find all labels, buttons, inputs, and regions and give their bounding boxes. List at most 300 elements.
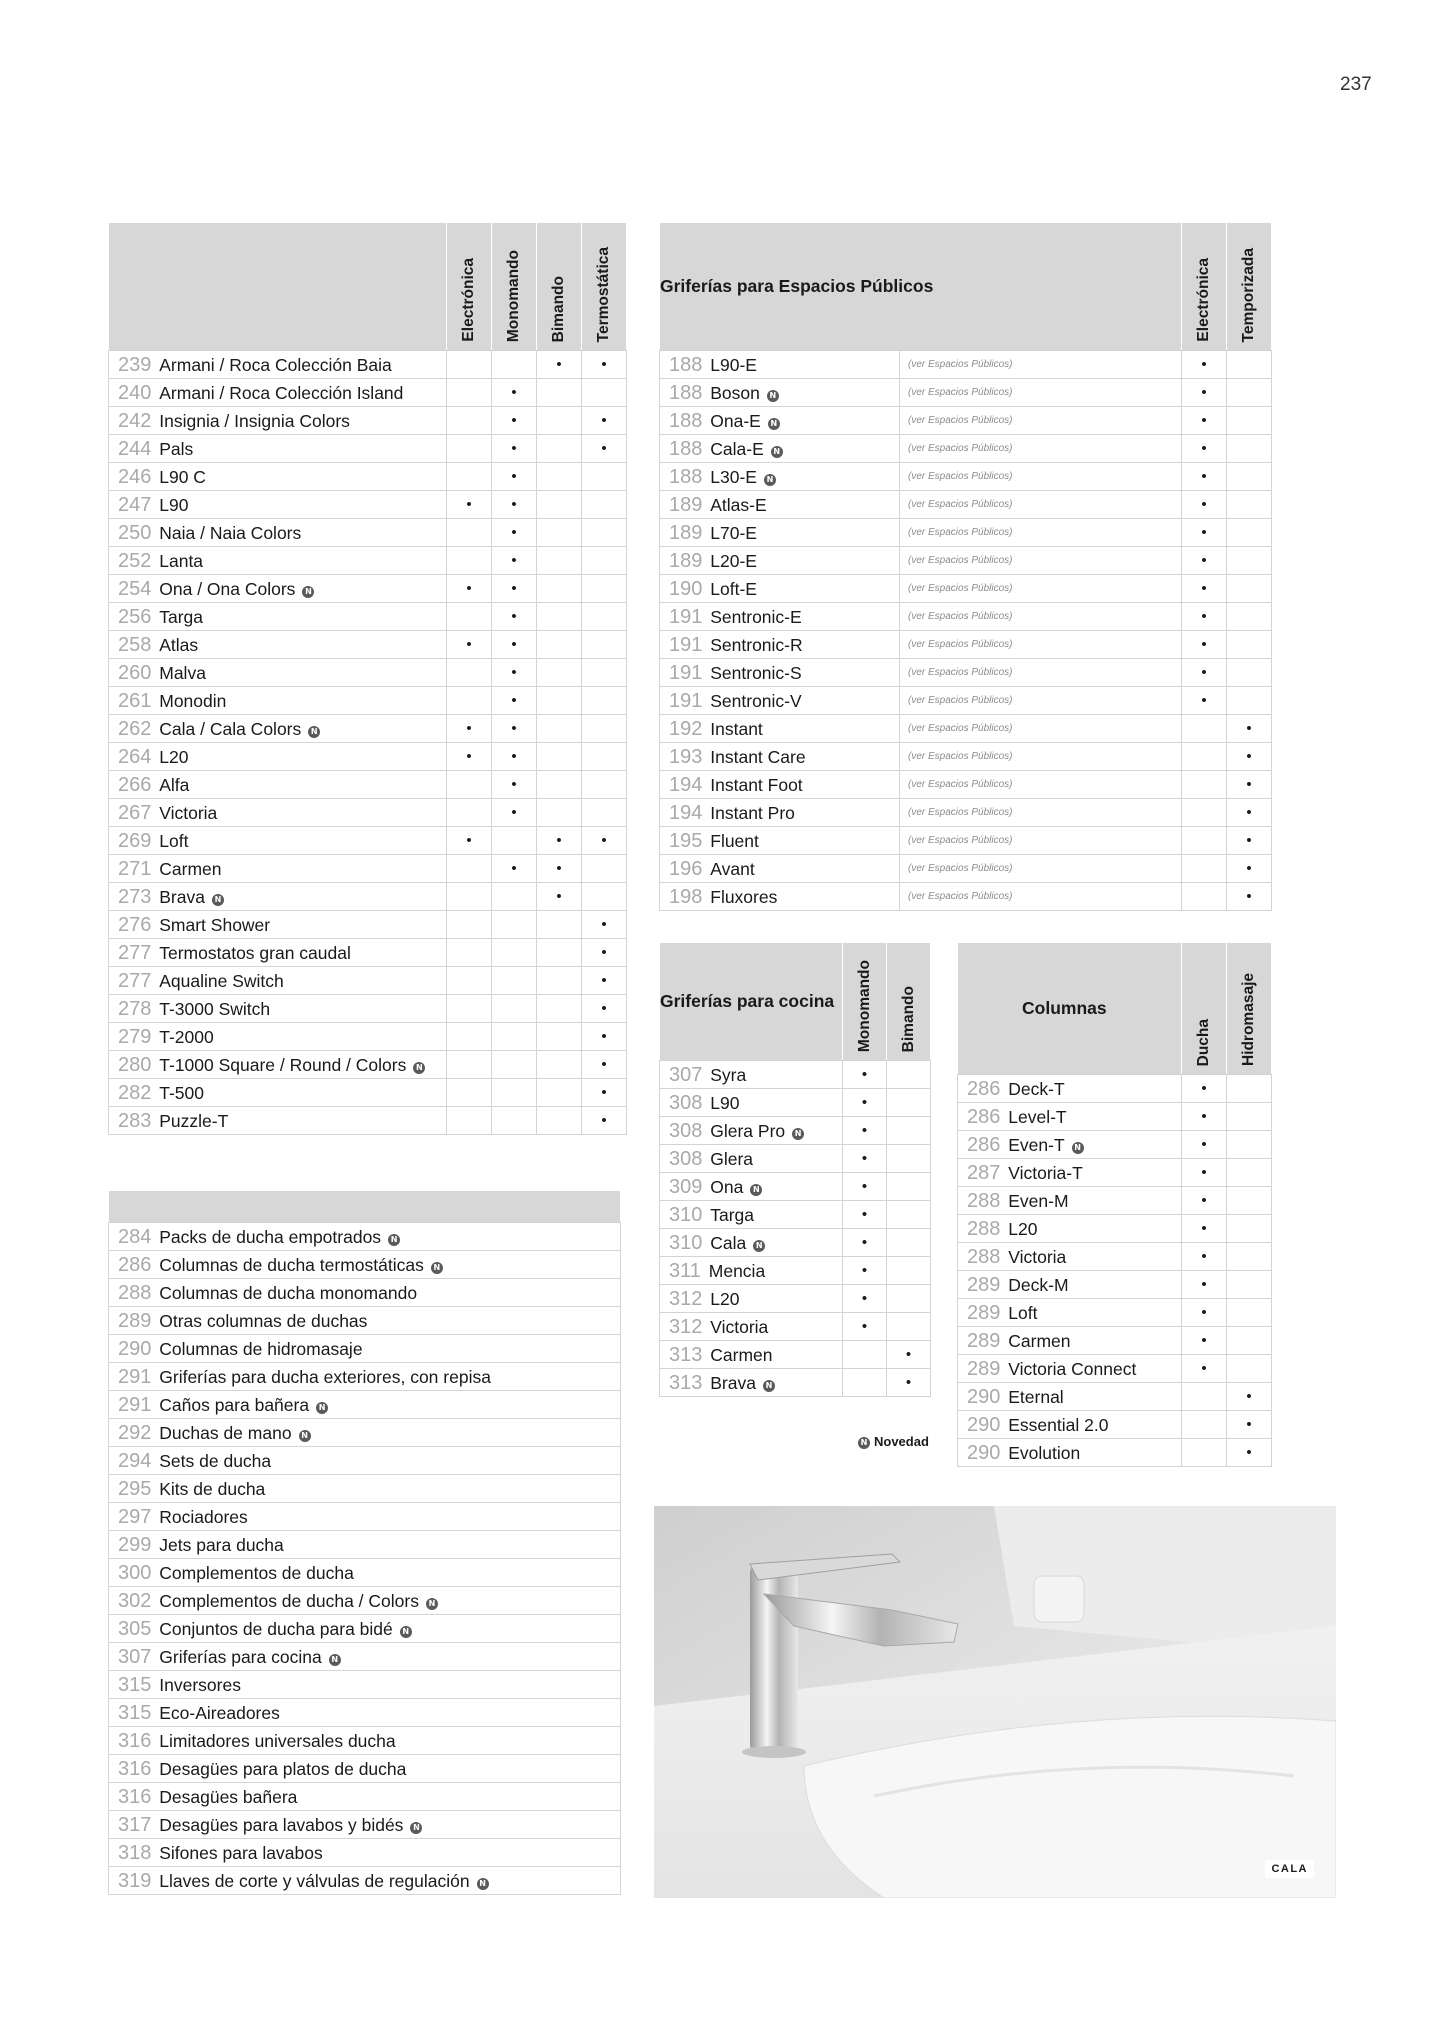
page-ref: 191 xyxy=(669,633,703,656)
row-label-cell xyxy=(660,631,900,659)
availability-cell xyxy=(492,463,537,491)
availability-dot: • xyxy=(861,1094,868,1111)
availability-dot: • xyxy=(601,412,607,429)
availability-cell xyxy=(447,715,492,743)
availability-dot: • xyxy=(601,356,607,373)
row-label-cell xyxy=(109,407,447,435)
row-label-cell xyxy=(660,1341,843,1369)
availability-cell xyxy=(1227,687,1272,715)
product-name: Cala / Cala Colors xyxy=(159,718,302,739)
availability-cell xyxy=(537,631,582,659)
availability-dot: • xyxy=(511,468,517,485)
availability-cell xyxy=(887,1089,931,1117)
availability-cell xyxy=(492,435,537,463)
product-name: Sentronic-V xyxy=(710,690,802,711)
table-row xyxy=(660,379,1272,407)
product-name: Malva xyxy=(159,662,206,683)
table-row xyxy=(109,407,627,435)
page-ref: 308 xyxy=(669,1147,703,1170)
availability-cell xyxy=(447,575,492,603)
availability-dot: • xyxy=(556,832,562,849)
availability-dot: • xyxy=(511,636,517,653)
column-header-termostatica: Termostática xyxy=(582,223,627,351)
row-label-cell xyxy=(958,1271,1182,1299)
table-row xyxy=(109,771,627,799)
table-row xyxy=(109,1755,621,1783)
novelty-icon: N xyxy=(302,586,314,598)
table-row xyxy=(109,1279,621,1307)
row-label-cell xyxy=(109,995,447,1023)
availability-cell xyxy=(1182,1271,1227,1299)
see-public-spaces-note: (ver Espacios Públicos) xyxy=(900,743,1182,771)
row-label-cell xyxy=(660,407,900,435)
table-row xyxy=(109,575,627,603)
availability-cell xyxy=(582,883,627,911)
table-row xyxy=(958,1299,1272,1327)
table-row xyxy=(109,1783,621,1811)
table-row xyxy=(109,1447,621,1475)
page-ref: 291 xyxy=(118,1365,152,1388)
table-row xyxy=(660,1117,931,1145)
column-header-electronica: Electrónica xyxy=(1182,223,1227,351)
page-ref: 261 xyxy=(118,689,152,712)
availability-dot: • xyxy=(601,440,607,457)
availability-cell xyxy=(537,799,582,827)
row-label-cell xyxy=(660,827,900,855)
row-label-cell xyxy=(660,1201,843,1229)
table-row xyxy=(958,1243,1272,1271)
table-row xyxy=(109,687,627,715)
availability-cell xyxy=(447,519,492,547)
availability-dot: • xyxy=(556,888,562,905)
product-name: Desagües bañera xyxy=(159,1786,298,1807)
availability-cell xyxy=(537,1107,582,1135)
availability-cell xyxy=(582,659,627,687)
availability-cell xyxy=(1227,883,1272,911)
availability-cell xyxy=(1227,603,1272,631)
table-row xyxy=(109,827,627,855)
page-ref: 278 xyxy=(118,997,152,1020)
product-name: Boson xyxy=(710,382,760,403)
availability-dot: • xyxy=(1246,860,1252,877)
page-ref: 295 xyxy=(118,1477,152,1500)
availability-dot: • xyxy=(1201,608,1207,625)
table-row xyxy=(958,1215,1272,1243)
availability-cell xyxy=(537,939,582,967)
product-name: L70-E xyxy=(710,522,757,543)
availability-cell xyxy=(582,631,627,659)
availability-dot: • xyxy=(905,1374,912,1391)
availability-dot: • xyxy=(556,860,562,877)
availability-cell xyxy=(887,1257,931,1285)
availability-cell xyxy=(447,379,492,407)
page-ref: 196 xyxy=(669,857,703,880)
availability-cell xyxy=(447,827,492,855)
availability-dot: • xyxy=(1201,1080,1207,1097)
novelty-icon: N xyxy=(771,446,783,458)
product-name: Cala xyxy=(710,1232,747,1253)
row-label-cell xyxy=(958,1103,1182,1131)
availability-cell xyxy=(537,827,582,855)
row-label-cell xyxy=(109,1447,621,1475)
novelty-icon: N xyxy=(316,1402,328,1414)
availability-dot: • xyxy=(1201,1192,1207,1209)
novelty-icon: N xyxy=(477,1878,489,1890)
row-label-cell xyxy=(109,491,447,519)
page-ref: 289 xyxy=(967,1301,1001,1324)
table-row xyxy=(660,491,1272,519)
table-row xyxy=(109,379,627,407)
page-ref: 271 xyxy=(118,857,152,880)
product-name: Naia / Naia Colors xyxy=(159,522,302,543)
availability-cell xyxy=(447,687,492,715)
product-name: Targa xyxy=(159,606,204,627)
product-name: Avant xyxy=(710,858,755,879)
availability-cell xyxy=(1227,1439,1272,1467)
table-row xyxy=(660,547,1272,575)
availability-cell xyxy=(492,491,537,519)
availability-dot: • xyxy=(1201,1276,1207,1293)
availability-cell xyxy=(1182,883,1227,911)
row-label-cell xyxy=(958,1075,1182,1103)
see-public-spaces-note: (ver Espacios Públicos) xyxy=(900,771,1182,799)
row-label-cell xyxy=(109,519,447,547)
product-name: L20 xyxy=(159,746,189,767)
availability-cell xyxy=(1227,379,1272,407)
availability-dot: • xyxy=(1201,1248,1207,1265)
product-name: L20-E xyxy=(710,550,757,571)
product-name: Evolution xyxy=(1008,1442,1081,1463)
availability-cell xyxy=(582,743,627,771)
row-label-cell xyxy=(660,435,900,463)
shower-columns-title: Columnas xyxy=(958,943,1182,1075)
availability-cell xyxy=(447,911,492,939)
availability-dot: • xyxy=(1201,384,1207,401)
row-label-cell xyxy=(109,799,447,827)
table-row xyxy=(109,715,627,743)
availability-dot: • xyxy=(1246,1388,1252,1405)
availability-cell xyxy=(447,603,492,631)
novelty-icon: N xyxy=(400,1626,412,1638)
availability-cell xyxy=(1227,1299,1272,1327)
row-label-cell xyxy=(109,351,447,379)
row-label-cell xyxy=(958,1439,1182,1467)
row-label-cell xyxy=(109,1839,621,1867)
page-ref: 312 xyxy=(669,1287,703,1310)
see-public-spaces-note: (ver Espacios Públicos) xyxy=(900,491,1182,519)
row-label-cell xyxy=(109,1223,621,1251)
page-ref: 277 xyxy=(118,941,152,964)
availability-cell xyxy=(887,1313,931,1341)
novelty-icon: N xyxy=(413,1062,425,1074)
product-name: Cala-E xyxy=(710,438,764,459)
row-label-cell xyxy=(109,659,447,687)
table-row xyxy=(660,1369,931,1397)
availability-dot: • xyxy=(861,1178,868,1195)
availability-cell xyxy=(537,715,582,743)
availability-cell xyxy=(1182,1103,1227,1131)
availability-cell xyxy=(537,659,582,687)
page-ref: 286 xyxy=(118,1253,152,1276)
table-row xyxy=(109,1559,621,1587)
availability-cell xyxy=(1182,491,1227,519)
availability-cell xyxy=(582,351,627,379)
column-header-electronica: Electrónica xyxy=(447,223,492,351)
row-label-cell xyxy=(109,771,447,799)
row-label-cell xyxy=(109,1531,621,1559)
product-name: Victoria Connect xyxy=(1008,1358,1137,1379)
page-ref: 291 xyxy=(118,1393,152,1416)
availability-cell xyxy=(582,603,627,631)
row-label-cell xyxy=(660,687,900,715)
page-ref: 195 xyxy=(669,829,703,852)
availability-dot: • xyxy=(1246,1444,1252,1461)
page-ref: 188 xyxy=(669,437,703,460)
availability-cell xyxy=(1182,827,1227,855)
product-name: Griferías para ducha exteriores, con repisa xyxy=(159,1366,491,1387)
page-ref: 198 xyxy=(669,885,703,908)
column-header-hidromasaje: Hidromasaje xyxy=(1227,943,1272,1075)
product-name: Alfa xyxy=(159,774,190,795)
page-ref: 247 xyxy=(118,493,152,516)
availability-cell xyxy=(1182,1327,1227,1355)
page-ref: 290 xyxy=(967,1385,1001,1408)
see-public-spaces-note: (ver Espacios Públicos) xyxy=(900,799,1182,827)
table-row xyxy=(660,1061,931,1089)
column-header-monomando: Monomando xyxy=(843,943,887,1061)
availability-dot: • xyxy=(511,440,517,457)
availability-cell xyxy=(1227,1383,1272,1411)
row-label-cell xyxy=(660,799,900,827)
page-ref: 307 xyxy=(118,1645,152,1668)
page-ref: 302 xyxy=(118,1589,152,1612)
availability-dot: • xyxy=(1201,692,1207,709)
product-name: Ona xyxy=(710,1176,744,1197)
availability-cell xyxy=(1182,715,1227,743)
table-row xyxy=(109,1615,621,1643)
table-row xyxy=(109,519,627,547)
availability-dot: • xyxy=(511,692,517,709)
table-header-blank xyxy=(109,1191,621,1223)
product-name: Eternal xyxy=(1008,1386,1064,1407)
availability-dot: • xyxy=(511,384,517,401)
availability-cell xyxy=(537,855,582,883)
product-name: Columnas de hidromasaje xyxy=(159,1338,363,1359)
table-row xyxy=(660,1201,931,1229)
product-name: Essential 2.0 xyxy=(1008,1414,1109,1435)
novelty-icon: N xyxy=(212,894,224,906)
row-label-cell xyxy=(958,1299,1182,1327)
row-label-cell xyxy=(109,1335,621,1363)
table-row xyxy=(109,855,627,883)
availability-cell xyxy=(492,631,537,659)
page-ref: 294 xyxy=(118,1449,152,1472)
table-row xyxy=(958,1159,1272,1187)
row-label-cell xyxy=(109,1783,621,1811)
product-name: Packs de ducha empotrados xyxy=(159,1226,382,1247)
table-row xyxy=(109,463,627,491)
page-ref: 288 xyxy=(967,1245,1001,1268)
availability-dot: • xyxy=(601,944,607,961)
page-ref: 260 xyxy=(118,661,152,684)
product-name: Carmen xyxy=(1008,1330,1071,1351)
page-ref: 242 xyxy=(118,409,152,432)
table-row xyxy=(660,575,1272,603)
table-row xyxy=(109,799,627,827)
page-ref: 305 xyxy=(118,1617,152,1640)
page-ref: 279 xyxy=(118,1025,152,1048)
table-row xyxy=(660,1341,931,1369)
availability-dot: • xyxy=(1246,720,1252,737)
kitchen-faucets-title: Griferías para cocina xyxy=(660,943,843,1061)
row-label-cell xyxy=(109,883,447,911)
availability-cell xyxy=(447,967,492,995)
table-row xyxy=(660,519,1272,547)
availability-cell xyxy=(492,827,537,855)
row-label-cell xyxy=(109,1023,447,1051)
row-label-cell xyxy=(109,1503,621,1531)
row-label-cell xyxy=(660,1313,843,1341)
row-label-cell xyxy=(109,1279,621,1307)
availability-cell xyxy=(537,883,582,911)
table-row xyxy=(109,631,627,659)
availability-dot: • xyxy=(511,580,517,597)
availability-cell xyxy=(537,519,582,547)
page-ref: 188 xyxy=(669,465,703,488)
product-name: L90 xyxy=(710,1092,740,1113)
page-ref: 317 xyxy=(118,1813,152,1836)
novelty-icon: N xyxy=(750,1184,762,1196)
table-row xyxy=(109,1307,621,1335)
page-ref: 280 xyxy=(118,1053,152,1076)
availability-cell xyxy=(1182,1075,1227,1103)
column-header-temporizada: Temporizada xyxy=(1227,223,1272,351)
page-ref: 244 xyxy=(118,437,152,460)
page-ref: 256 xyxy=(118,605,152,628)
table-row xyxy=(958,1187,1272,1215)
availability-cell xyxy=(843,1313,887,1341)
availability-dot: • xyxy=(511,804,517,821)
see-public-spaces-note: (ver Espacios Públicos) xyxy=(900,715,1182,743)
table-row xyxy=(109,1503,621,1531)
table-row xyxy=(109,1727,621,1755)
product-name: Fluxores xyxy=(710,886,778,907)
table-row xyxy=(958,1439,1272,1467)
product-name: Monodin xyxy=(159,690,227,711)
availability-cell xyxy=(1182,743,1227,771)
page-ref: 288 xyxy=(967,1217,1001,1240)
product-name: Columnas de ducha monomando xyxy=(159,1282,418,1303)
product-name: Fluent xyxy=(710,830,759,851)
row-label-cell xyxy=(109,827,447,855)
availability-dot: • xyxy=(1201,1332,1207,1349)
availability-dot: • xyxy=(1246,832,1252,849)
availability-cell xyxy=(447,1079,492,1107)
row-label-cell xyxy=(109,1475,621,1503)
novelty-icon: N xyxy=(858,1437,870,1449)
page-ref: 309 xyxy=(669,1175,703,1198)
table-row xyxy=(660,715,1272,743)
row-label-cell xyxy=(109,1867,621,1895)
page-ref: 286 xyxy=(967,1077,1001,1100)
availability-cell xyxy=(492,995,537,1023)
availability-cell xyxy=(537,967,582,995)
availability-dot: • xyxy=(1201,580,1207,597)
row-label-cell xyxy=(660,1089,843,1117)
product-name: Pals xyxy=(159,438,194,459)
availability-cell xyxy=(537,995,582,1023)
page-ref: 189 xyxy=(669,521,703,544)
table-row xyxy=(109,1643,621,1671)
availability-cell xyxy=(447,1051,492,1079)
availability-cell xyxy=(492,575,537,603)
row-label-cell xyxy=(109,1643,621,1671)
novelty-icon: N xyxy=(767,390,779,402)
availability-dot: • xyxy=(1201,1164,1207,1181)
see-public-spaces-note: (ver Espacios Públicos) xyxy=(900,603,1182,631)
availability-dot: • xyxy=(1201,1304,1207,1321)
availability-cell xyxy=(447,1023,492,1051)
page-ref: 262 xyxy=(118,717,152,740)
product-name: Sentronic-E xyxy=(710,606,802,627)
novelty-icon: N xyxy=(388,1234,400,1246)
product-name: Mencia xyxy=(708,1260,766,1281)
row-label-cell xyxy=(109,1755,621,1783)
product-name: Caños para bañera xyxy=(159,1394,310,1415)
availability-cell xyxy=(887,1145,931,1173)
table-row xyxy=(660,659,1272,687)
novelty-icon: N xyxy=(426,1598,438,1610)
product-name: Otras columnas de duchas xyxy=(159,1310,368,1331)
table-header-blank xyxy=(109,223,447,351)
availability-dot: • xyxy=(1246,888,1252,905)
novelty-icon: N xyxy=(299,1430,311,1442)
availability-cell xyxy=(492,1107,537,1135)
row-label-cell xyxy=(109,547,447,575)
availability-dot: • xyxy=(466,748,472,765)
table-row xyxy=(958,1075,1272,1103)
table-row xyxy=(109,911,627,939)
table-row xyxy=(109,1867,621,1895)
row-label-cell xyxy=(109,1363,621,1391)
row-label-cell xyxy=(958,1383,1182,1411)
availability-cell xyxy=(887,1117,931,1145)
row-label-cell xyxy=(109,463,447,491)
availability-cell xyxy=(1182,799,1227,827)
availability-dot: • xyxy=(1201,1360,1207,1377)
page-ref: 284 xyxy=(118,1225,152,1248)
product-name: Sentronic-R xyxy=(710,634,803,655)
table-row xyxy=(109,1335,621,1363)
availability-cell xyxy=(1227,351,1272,379)
novelty-icon: N xyxy=(753,1240,765,1252)
availability-cell xyxy=(492,379,537,407)
page-ref: 188 xyxy=(669,409,703,432)
row-label-cell xyxy=(958,1187,1182,1215)
row-label-cell xyxy=(109,1559,621,1587)
availability-dot: • xyxy=(511,776,517,793)
product-name: Puzzle-T xyxy=(159,1110,229,1131)
availability-cell xyxy=(492,771,537,799)
product-name: Brava xyxy=(159,886,205,907)
availability-cell xyxy=(843,1145,887,1173)
product-name: Conjuntos de ducha para bidé xyxy=(159,1618,393,1639)
table-row xyxy=(660,799,1272,827)
see-public-spaces-note: (ver Espacios Públicos) xyxy=(900,827,1182,855)
availability-dot: • xyxy=(511,524,517,541)
product-name: Deck-M xyxy=(1008,1274,1069,1295)
kitchen-faucets-table xyxy=(659,942,930,1397)
